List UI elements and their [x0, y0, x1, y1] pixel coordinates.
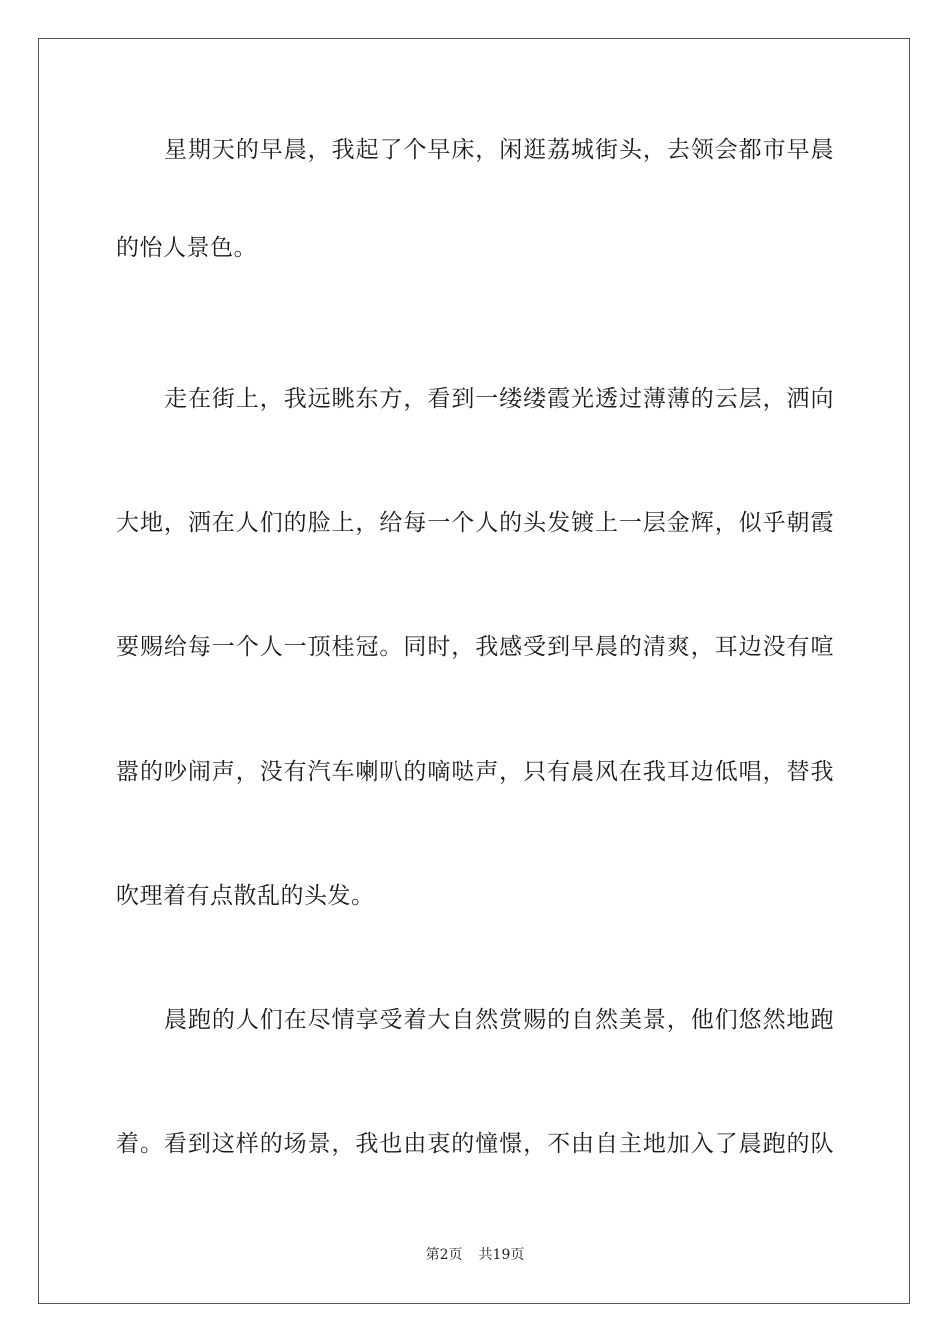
text-line-4: 大地，洒在人们的脸上，给每一个人的头发镀上一层金辉，似乎朝霞 — [116, 510, 834, 536]
page-border — [38, 38, 910, 1304]
text-line-9: 着。看到这样的场景，我也由衷的憧憬，不由自主地加入了晨跑的队 — [116, 1131, 834, 1157]
text-line-6: 嚣的吵闹声，没有汽车喇叭的嘀哒声，只有晨风在我耳边低唱，替我 — [116, 759, 834, 785]
text-line-7: 吹理着有点散乱的头发。 — [116, 883, 375, 909]
text-line-5: 要赐给每一个人一顶桂冠。同时，我感受到早晨的清爽，耳边没有喧 — [116, 634, 834, 660]
page-number: 第2页 — [425, 1247, 463, 1263]
page-total: 共19页 — [478, 1247, 525, 1263]
text-line-1: 星期天的早晨，我起了个早床，闲逛荔城街头，去领会都市早晨 — [164, 137, 834, 163]
page-footer — [0, 1246, 950, 1264]
text-line-8: 晨跑的人们在尽情享受着大自然赏赐的自然美景，他们悠然地跑 — [164, 1007, 834, 1033]
text-line-3: 走在街上，我远眺东方，看到一缕缕霞光透过薄薄的云层，洒向 — [164, 386, 834, 412]
text-line-2: 的怡人景色。 — [116, 235, 257, 261]
